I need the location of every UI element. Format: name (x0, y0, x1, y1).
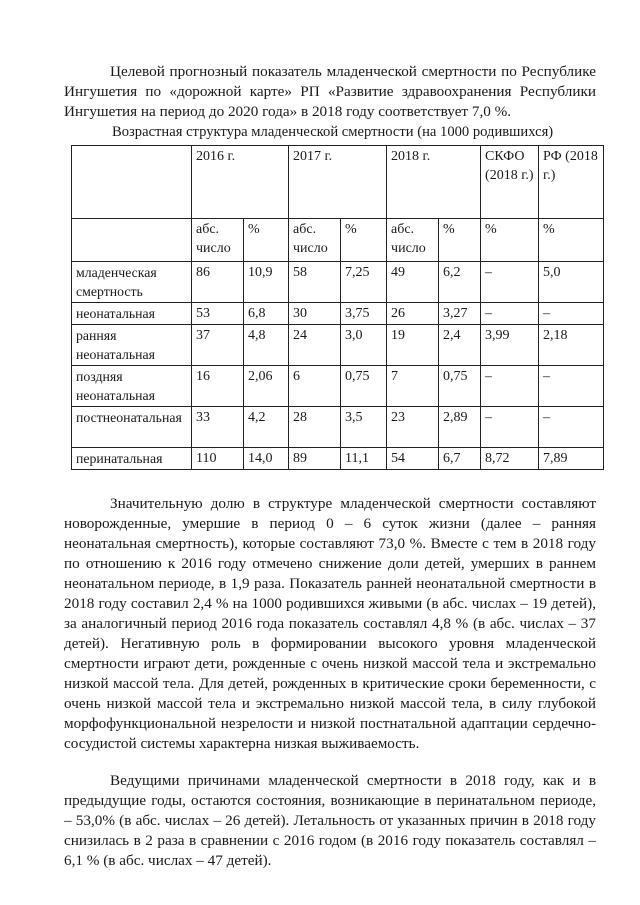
table-row (72, 262, 604, 303)
table-row (72, 325, 604, 366)
row-category: поздняя неонатальная (72, 366, 192, 407)
table-subheader-row (72, 219, 604, 262)
table-cell: – (481, 366, 539, 407)
table-cell: 3,5 (341, 407, 387, 448)
table-cell: 7,25 (341, 262, 387, 303)
table-cell: 6,7 (439, 448, 481, 470)
table-cell: – (481, 303, 539, 325)
row-category: ранняя неонатальная (72, 325, 192, 366)
header-year: 2016 г. (192, 146, 289, 219)
table-cell: 30 (289, 303, 341, 325)
header-year: 2017 г. (289, 146, 387, 219)
table-row (72, 407, 604, 448)
table-cell: 2,4 (439, 325, 481, 366)
table-cell: 7,89 (539, 448, 604, 470)
subheader-cell: % (539, 219, 604, 262)
header-empty-cell (72, 146, 192, 219)
table-cell: 7 (387, 366, 439, 407)
table-cell: – (539, 407, 604, 448)
table-cell: 53 (192, 303, 244, 325)
table-row (72, 448, 604, 470)
table-caption: Возрастная структура младенческой смертности (на 1000 родившихся) (112, 124, 554, 140)
row-category: постнеонатальная (72, 407, 192, 448)
table-cell: 14,0 (244, 448, 289, 470)
subheader-empty-cell (72, 219, 192, 262)
table-cell: 6 (289, 366, 341, 407)
table-cell: 3,27 (439, 303, 481, 325)
table-cell: 5,0 (539, 262, 604, 303)
table-cell: – (539, 366, 604, 407)
row-category: неонатальная (72, 303, 192, 325)
table-cell: 33 (192, 407, 244, 448)
table-cell: 58 (289, 262, 341, 303)
table-cell: 89 (289, 448, 341, 470)
table-cell: 0,75 (439, 366, 481, 407)
table-header-row (72, 146, 604, 219)
row-category: младенческая смертность (72, 262, 192, 303)
subheader-cell: % (481, 219, 539, 262)
table-cell: 23 (387, 407, 439, 448)
table-cell: 2,89 (439, 407, 481, 448)
row-category: перинатальная (72, 448, 192, 470)
subheader-cell: % (439, 219, 481, 262)
table-cell: 2,18 (539, 325, 604, 366)
table-cell: 86 (192, 262, 244, 303)
table-cell: 49 (387, 262, 439, 303)
table-cell: 3,75 (341, 303, 387, 325)
table-cell: 37 (192, 325, 244, 366)
table-cell: 24 (289, 325, 341, 366)
table-cell: – (481, 262, 539, 303)
table-cell: 110 (192, 448, 244, 470)
table-cell: 54 (387, 448, 439, 470)
table-cell: 4,2 (244, 407, 289, 448)
table-row (72, 366, 604, 407)
table-cell: 3,99 (481, 325, 539, 366)
header-rf: РФ (2018 г.) (539, 146, 604, 219)
body-paragraph-2: Ведущими причинами младенческой смертности в 2018 году, как и в предыдущие годы, остаются состояния, возникающие в перинатальном периоде, – 53,0% (в абс. числах – 26 детей). Летальность от указанных причин в 2018 году снизилась в 2 раза в сравнении с 2016 годом (в 2016 году показатель составлял – 6,1 % (в абс. числах – 47 детей). (64, 772, 596, 869)
table-cell: 6,2 (439, 262, 481, 303)
table-cell: – (481, 407, 539, 448)
subheader-cell: % (244, 219, 289, 262)
table-cell: – (539, 303, 604, 325)
infant-mortality-table (71, 145, 604, 470)
table-cell: 3,0 (341, 325, 387, 366)
table-cell: 11,1 (341, 448, 387, 470)
subheader-cell: абс. число (289, 219, 341, 262)
subheader-cell: абс. число (192, 219, 244, 262)
table-cell: 28 (289, 407, 341, 448)
table-row (72, 303, 604, 325)
subheader-cell: % (341, 219, 387, 262)
table-cell: 10,9 (244, 262, 289, 303)
table-cell: 6,8 (244, 303, 289, 325)
table-cell: 8,72 (481, 448, 539, 470)
table-cell: 2,06 (244, 366, 289, 407)
subheader-cell: абс. число (387, 219, 439, 262)
body-paragraph-1: Значительную долю в структуре младенческой смертности составляют новорожденные, умершие в период 0 – 6 суток жизни (далее – ранняя неонатальная смертность), которые составляют 73,0 %. Вместе с тем в 2018 году по отношению к 2016 году отмечено снижение доли детей, умерших в раннем неонатальном периоде, в 1,9 раза. Показатель ранней неонатальной смертности в 2018 году составил 2,4 % на 1000 родившихся живыми (в абс. числах – 19 детей), за аналогичный период 2016 года показатель составлял 4,8 % (в абс. числах – 37 детей). Негативную роль в формировании высокого уровня младенческой смертности играют дети, рожденные с очень низкой массой тела и экстремально низкой массой тела. Для детей, рожденных в критические сроки беременности, с очень низкой массой тела и экстремально низкой массой тела, в силу глубокой морфофункциональной незрелости и низкой постнатальной адаптации сердечно-сосудистой системы характерна низкая выживаемость. (64, 495, 596, 752)
table-cell: 19 (387, 325, 439, 366)
table-cell: 16 (192, 366, 244, 407)
table-cell: 0,75 (341, 366, 387, 407)
header-year: 2018 г. (387, 146, 481, 219)
intro-paragraph: Целевой прогнозный показатель младенческой смертности по Республике Ингушетия по «дорожной карте» РП «Развитие здравоохранения Республики Ингушетия на период до 2020 года» в 2018 году соответствует 7,0 %. (64, 63, 596, 120)
table-cell: 26 (387, 303, 439, 325)
table-cell: 4,8 (244, 325, 289, 366)
header-skfo: СКФО (2018 г.) (481, 146, 539, 219)
